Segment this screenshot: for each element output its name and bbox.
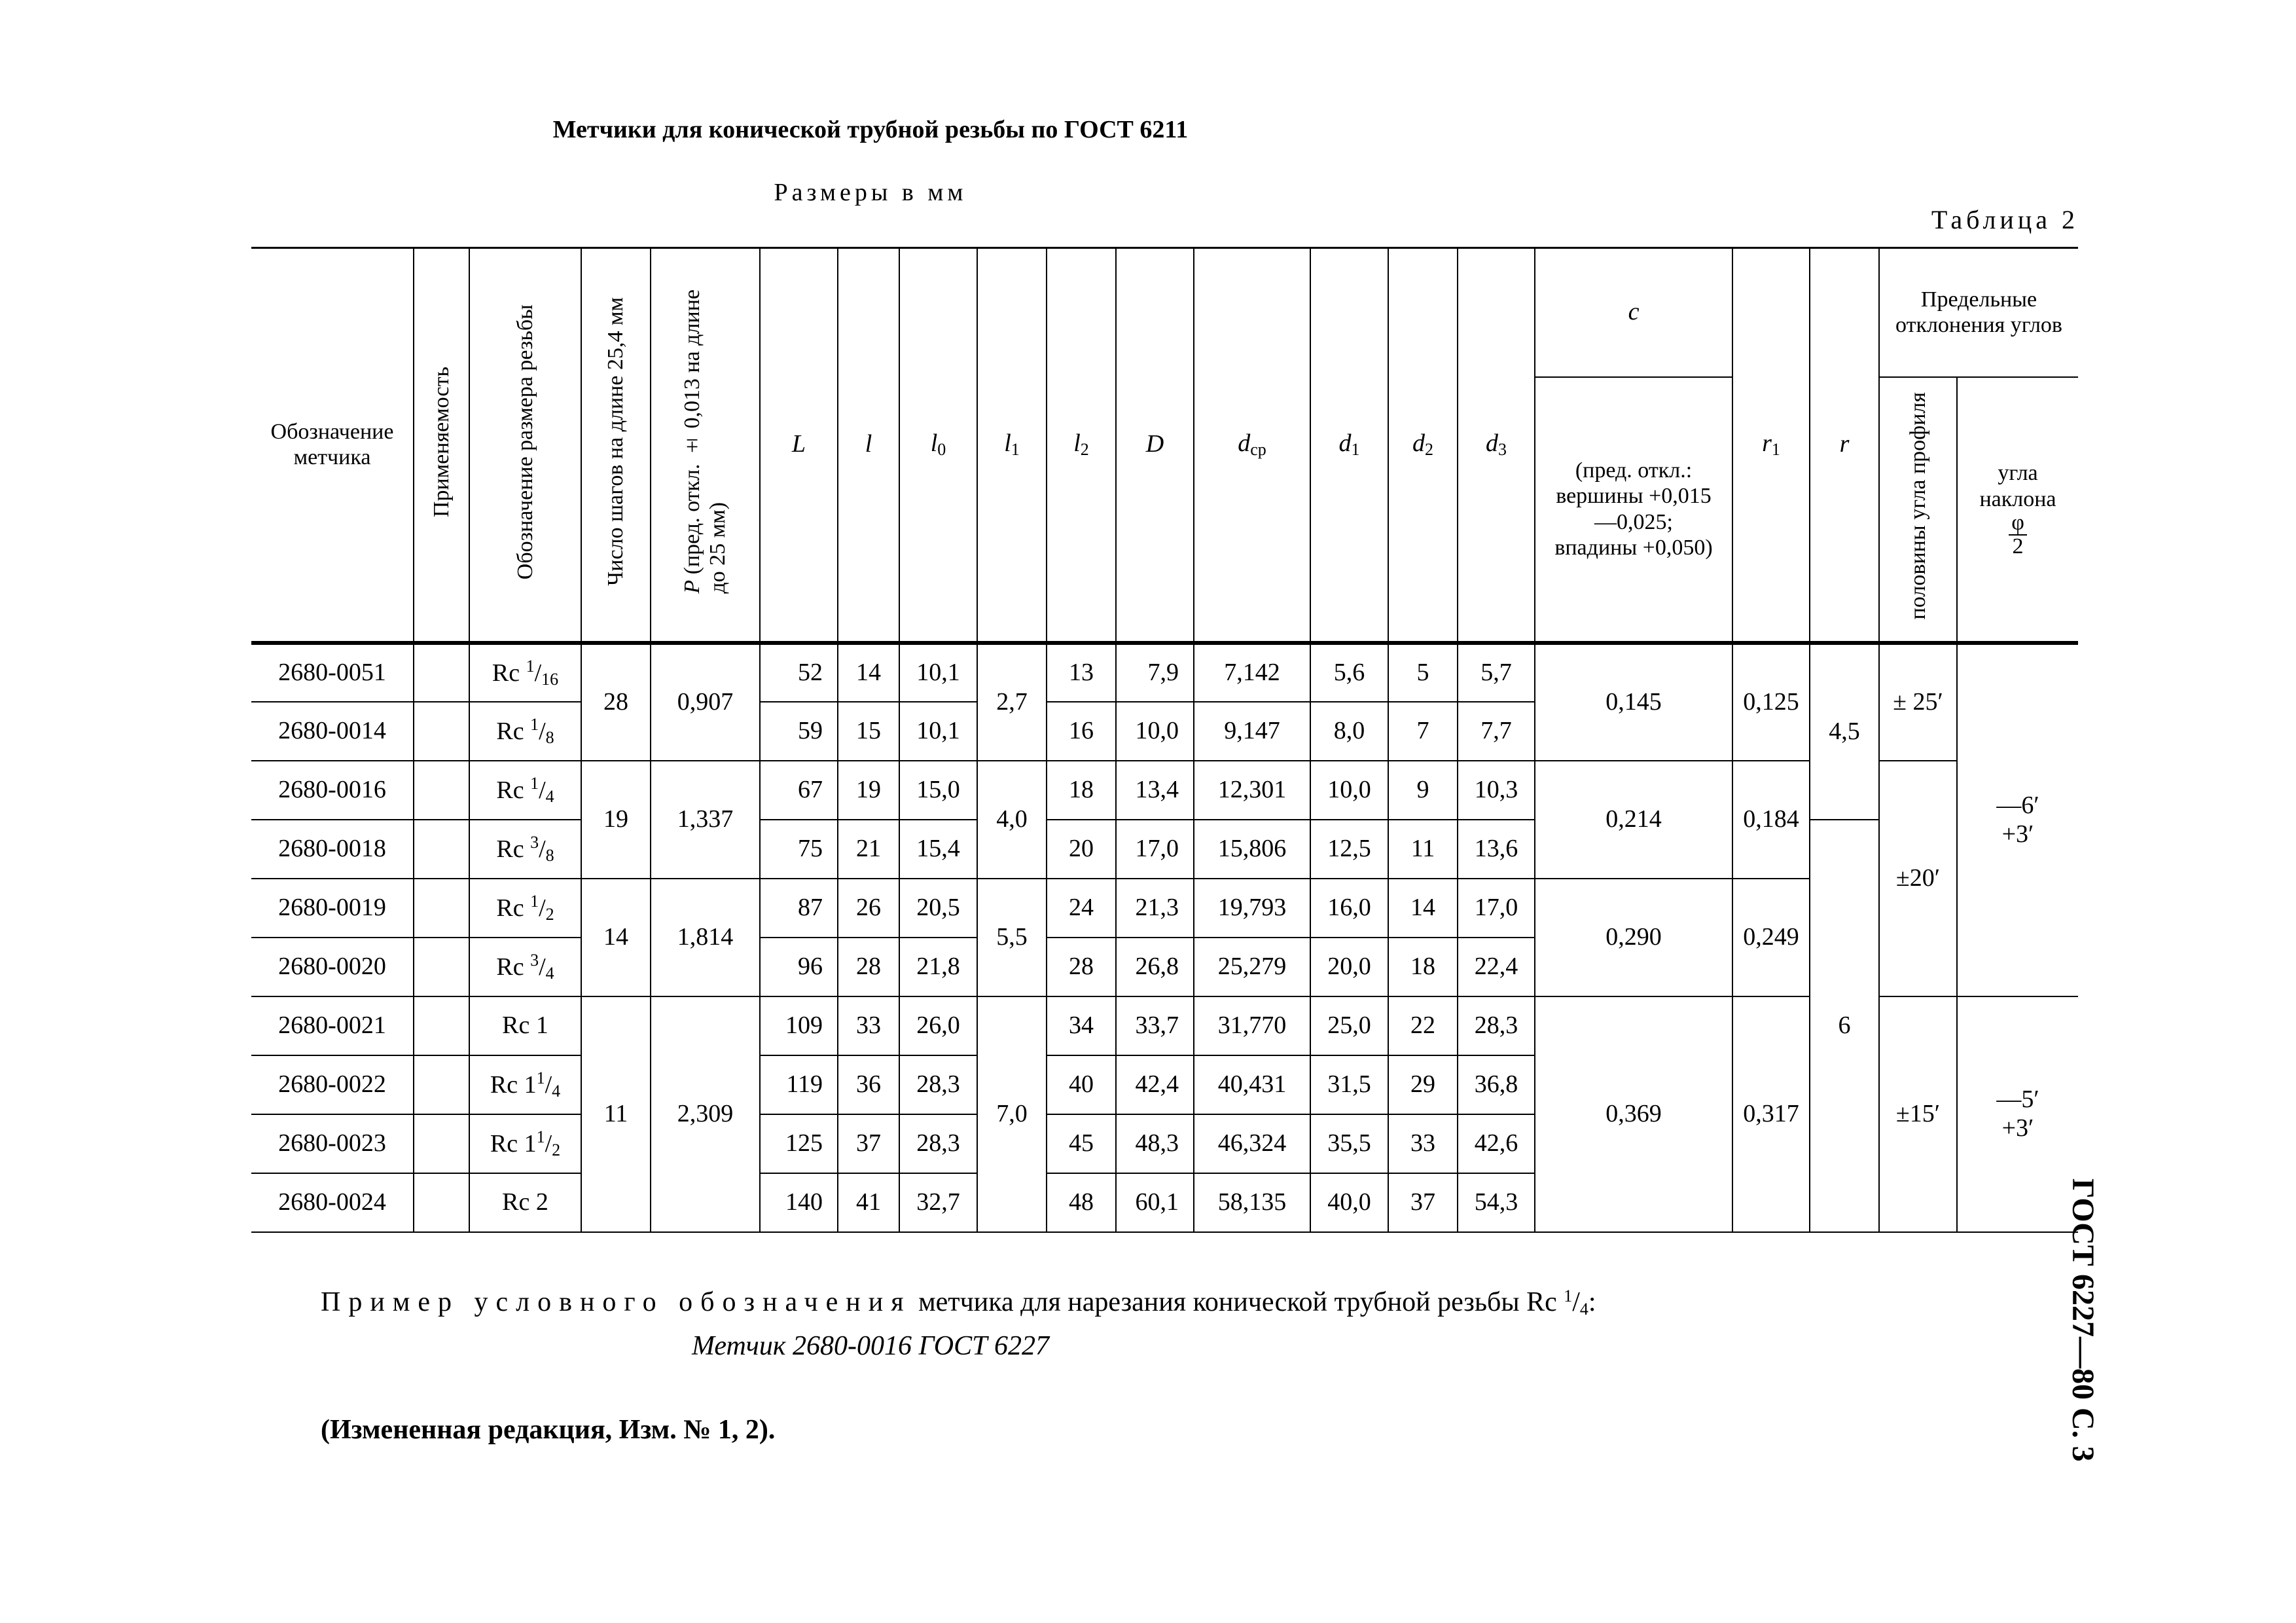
cell-l0: 20,5 bbox=[899, 879, 977, 938]
edition-note: (Измененная редакция, Изм. № 1, 2). bbox=[321, 1415, 776, 1445]
header-d3: $d_3$ bbox=[1458, 248, 1535, 643]
cell-d2: 9 bbox=[1388, 761, 1458, 820]
cell-l2: 18 bbox=[1047, 761, 1116, 820]
cell-d3: 10,3 bbox=[1458, 761, 1535, 820]
cell-D: 7,9 bbox=[1116, 643, 1194, 702]
cell-c: 0,214 bbox=[1535, 761, 1732, 879]
cell-d1: 12,5 bbox=[1310, 820, 1388, 879]
cell-L: 75 bbox=[760, 820, 838, 879]
cell-d2: 14 bbox=[1388, 879, 1458, 938]
header-c: c bbox=[1535, 248, 1732, 377]
cell-d1: 10,0 bbox=[1310, 761, 1388, 820]
cell-d3: 54,3 bbox=[1458, 1173, 1535, 1232]
cell-d3: 22,4 bbox=[1458, 938, 1535, 996]
cell-steps: 28 bbox=[581, 643, 651, 761]
cell-dcp: 19,793 bbox=[1194, 879, 1310, 938]
cell-l2: 40 bbox=[1047, 1055, 1116, 1114]
header-half-angle: половины угла профиля bbox=[1879, 377, 1957, 643]
cell-applicability bbox=[414, 879, 469, 938]
cell-designation: 2680-0022 bbox=[251, 1055, 414, 1114]
cell-L: 52 bbox=[760, 643, 838, 702]
cell-d2: 37 bbox=[1388, 1173, 1458, 1232]
cell-D: 13,4 bbox=[1116, 761, 1194, 820]
cell-thread-size: Rc $^3/_8$ bbox=[469, 820, 581, 879]
cell-designation: 2680-0051 bbox=[251, 643, 414, 702]
cell-D: 26,8 bbox=[1116, 938, 1194, 996]
cell-r1: 0,184 bbox=[1732, 761, 1810, 879]
header-D: D bbox=[1116, 248, 1194, 643]
cell-l: 15 bbox=[838, 702, 899, 761]
taps-table bbox=[251, 247, 2078, 1233]
cell-d2: 18 bbox=[1388, 938, 1458, 996]
cell-r: 6 bbox=[1810, 820, 1879, 1232]
cell-applicability bbox=[414, 996, 469, 1055]
cell-d2: 11 bbox=[1388, 820, 1458, 879]
cell-l2: 20 bbox=[1047, 820, 1116, 879]
header-l: l bbox=[838, 248, 899, 643]
cell-dcp: 25,279 bbox=[1194, 938, 1310, 996]
phi-denominator: 2 bbox=[2012, 534, 2024, 558]
cell-designation: 2680-0016 bbox=[251, 761, 414, 820]
cell-l0: 26,0 bbox=[899, 996, 977, 1055]
cell-l2: 28 bbox=[1047, 938, 1116, 996]
cell-applicability bbox=[414, 702, 469, 761]
cell-applicability bbox=[414, 938, 469, 996]
cell-steps: 11 bbox=[581, 996, 651, 1232]
cell-l: 21 bbox=[838, 820, 899, 879]
cell-L: 140 bbox=[760, 1173, 838, 1232]
cell-l: 33 bbox=[838, 996, 899, 1055]
cell-L: 125 bbox=[760, 1114, 838, 1173]
cell-applicability bbox=[414, 820, 469, 879]
cell-d1: 5,6 bbox=[1310, 643, 1388, 702]
cell-d1: 8,0 bbox=[1310, 702, 1388, 761]
phi-numerator: φ bbox=[2009, 512, 2027, 536]
cell-D: 48,3 bbox=[1116, 1114, 1194, 1173]
cell-thread-size: Rc $1^1/_4$ bbox=[469, 1055, 581, 1114]
cell-steps: 14 bbox=[581, 879, 651, 996]
table-row bbox=[251, 996, 2078, 1055]
cell-r: 4,5 bbox=[1810, 643, 1879, 820]
cell-l2: 16 bbox=[1047, 702, 1116, 761]
cell-thread-size: Rc $1^1/_2$ bbox=[469, 1114, 581, 1173]
table-row bbox=[251, 643, 2078, 702]
header-L: L bbox=[760, 248, 838, 643]
cell-half-angle: ± 25′ bbox=[1879, 643, 1957, 761]
header-d1: $d_1$ bbox=[1310, 248, 1388, 643]
cell-c: 0,369 bbox=[1535, 996, 1732, 1232]
cell-d2: 5 bbox=[1388, 643, 1458, 702]
cell-L: 67 bbox=[760, 761, 838, 820]
cell-pitch: 2,309 bbox=[651, 996, 760, 1232]
cell-L: 96 bbox=[760, 938, 838, 996]
pitch-symbol: P bbox=[680, 580, 705, 594]
cell-thread-size: Rc 2 bbox=[469, 1173, 581, 1232]
cell-d2: 22 bbox=[1388, 996, 1458, 1055]
cell-applicability bbox=[414, 1173, 469, 1232]
cell-d3: 13,6 bbox=[1458, 820, 1535, 879]
cell-dcp: 9,147 bbox=[1194, 702, 1310, 761]
cell-l2: 24 bbox=[1047, 879, 1116, 938]
header-dcp: $d_{ср}$ bbox=[1194, 248, 1310, 643]
cell-designation: 2680-0014 bbox=[251, 702, 414, 761]
cell-dcp: 12,301 bbox=[1194, 761, 1310, 820]
cell-r1: 0,249 bbox=[1732, 879, 1810, 996]
cell-pitch: 0,907 bbox=[651, 643, 760, 761]
cell-d1: 35,5 bbox=[1310, 1114, 1388, 1173]
cell-thread-size: Rc 1 bbox=[469, 996, 581, 1055]
header-c-tolerance: (пред. откл.: вершины +0,015 —0,025; впадины +0,050) bbox=[1535, 377, 1732, 643]
cell-dcp: 40,431 bbox=[1194, 1055, 1310, 1114]
cell-L: 59 bbox=[760, 702, 838, 761]
cell-d1: 31,5 bbox=[1310, 1055, 1388, 1114]
header-pitch: P (пред. откл. ± 0,013 на длине до 25 мм) bbox=[651, 248, 760, 643]
cell-pitch: 1,337 bbox=[651, 761, 760, 879]
side-page-label: ГОСТ 6227—80 С. 3 bbox=[2066, 1178, 2100, 1462]
cell-d1: 20,0 bbox=[1310, 938, 1388, 996]
cell-designation: 2680-0018 bbox=[251, 820, 414, 879]
cell-l0: 10,1 bbox=[899, 702, 977, 761]
cell-applicability bbox=[414, 1055, 469, 1114]
cell-designation: 2680-0023 bbox=[251, 1114, 414, 1173]
cell-half-angle: ±20′ bbox=[1879, 761, 1957, 996]
header-l1: $l_1$ bbox=[977, 248, 1047, 643]
cell-dcp: 15,806 bbox=[1194, 820, 1310, 879]
cell-d3: 5,7 bbox=[1458, 643, 1535, 702]
cell-dcp: 31,770 bbox=[1194, 996, 1310, 1055]
cell-D: 21,3 bbox=[1116, 879, 1194, 938]
table-row bbox=[251, 879, 2078, 938]
header-slope-angle: угла наклона $\frac{\varphi}{2}$ bbox=[1957, 377, 2078, 643]
cell-d3: 42,6 bbox=[1458, 1114, 1535, 1173]
cell-l: 26 bbox=[838, 879, 899, 938]
cell-D: 10,0 bbox=[1116, 702, 1194, 761]
header-d2: $d_2$ bbox=[1388, 248, 1458, 643]
cell-l: 41 bbox=[838, 1173, 899, 1232]
cell-l0: 21,8 bbox=[899, 938, 977, 996]
header-r1: $r_1$ bbox=[1732, 248, 1810, 643]
cell-l0: 10,1 bbox=[899, 643, 977, 702]
cell-thread-size: Rc $^1/_2$ bbox=[469, 879, 581, 938]
cell-l0: 28,3 bbox=[899, 1114, 977, 1173]
cell-D: 42,4 bbox=[1116, 1055, 1194, 1114]
header-designation: Обозначение метчика bbox=[251, 248, 414, 643]
cell-half-angle: ±15′ bbox=[1879, 996, 1957, 1232]
cell-dcp: 58,135 bbox=[1194, 1173, 1310, 1232]
cell-d1: 25,0 bbox=[1310, 996, 1388, 1055]
header-l2: $l_2$ bbox=[1047, 248, 1116, 643]
cell-L: 109 bbox=[760, 996, 838, 1055]
cell-l2: 13 bbox=[1047, 643, 1116, 702]
cell-c: 0,145 bbox=[1535, 643, 1732, 761]
cell-l1: 2,7 bbox=[977, 643, 1047, 761]
cell-l1: 5,5 bbox=[977, 879, 1047, 996]
table-row bbox=[251, 761, 2078, 820]
cell-designation: 2680-0021 bbox=[251, 996, 414, 1055]
header-applicability: Применяемость bbox=[414, 248, 469, 643]
cell-l0: 15,0 bbox=[899, 761, 977, 820]
cell-d3: 28,3 bbox=[1458, 996, 1535, 1055]
cell-D: 17,0 bbox=[1116, 820, 1194, 879]
cell-l0: 32,7 bbox=[899, 1173, 977, 1232]
cell-d2: 33 bbox=[1388, 1114, 1458, 1173]
cell-r1: 0,125 bbox=[1732, 643, 1810, 761]
cell-applicability bbox=[414, 1114, 469, 1173]
header-angle-limits: Предельные отклонения углов bbox=[1879, 248, 2078, 377]
cell-applicability bbox=[414, 643, 469, 702]
cell-l2: 34 bbox=[1047, 996, 1116, 1055]
header-steps: Число шагов на длине 25,4 мм bbox=[581, 248, 651, 643]
cell-d2: 29 bbox=[1388, 1055, 1458, 1114]
cell-l: 14 bbox=[838, 643, 899, 702]
cell-r1: 0,317 bbox=[1732, 996, 1810, 1232]
units-note: Размеры в мм bbox=[774, 179, 967, 206]
cell-l: 28 bbox=[838, 938, 899, 996]
cell-thread-size: Rc $^1/_4$ bbox=[469, 761, 581, 820]
cell-l0: 15,4 bbox=[899, 820, 977, 879]
header-l0: $l_0$ bbox=[899, 248, 977, 643]
cell-l: 37 bbox=[838, 1114, 899, 1173]
cell-l2: 45 bbox=[1047, 1114, 1116, 1173]
cell-l0: 28,3 bbox=[899, 1055, 977, 1114]
cell-slope-angle: —6′ +3′ bbox=[1957, 643, 2078, 996]
cell-dcp: 46,324 bbox=[1194, 1114, 1310, 1173]
example-designation: Метчик 2680-0016 ГОСТ 6227 bbox=[691, 1331, 1050, 1361]
cell-D: 60,1 bbox=[1116, 1173, 1194, 1232]
cell-d1: 40,0 bbox=[1310, 1173, 1388, 1232]
cell-applicability bbox=[414, 761, 469, 820]
cell-l: 36 bbox=[838, 1055, 899, 1114]
cell-steps: 19 bbox=[581, 761, 651, 879]
cell-l1: 4,0 bbox=[977, 761, 1047, 879]
cell-L: 119 bbox=[760, 1055, 838, 1114]
cell-d3: 17,0 bbox=[1458, 879, 1535, 938]
cell-thread-size: Rc $^1/_{16}$ bbox=[469, 643, 581, 702]
cell-slope-angle: —5′ +3′ bbox=[1957, 996, 2078, 1232]
cell-d2: 7 bbox=[1388, 702, 1458, 761]
cell-designation: 2680-0024 bbox=[251, 1173, 414, 1232]
cell-l2: 48 bbox=[1047, 1173, 1116, 1232]
header-r: r bbox=[1810, 248, 1879, 643]
table-label: Таблица 2 bbox=[1931, 205, 2079, 234]
cell-dcp: 7,142 bbox=[1194, 643, 1310, 702]
cell-d1: 16,0 bbox=[1310, 879, 1388, 938]
example-line: Пример условного обозначения метчика для нарезания конической трубной резьбы Rc $^1/_4$: bbox=[321, 1286, 1596, 1319]
cell-thread-size: Rc $^3/_4$ bbox=[469, 938, 581, 996]
header-thread-size: Обозначение размера резьбы bbox=[469, 248, 581, 643]
cell-L: 87 bbox=[760, 879, 838, 938]
page-title: Метчики для конической трубной резьбы по ГОСТ 6211 bbox=[552, 116, 1189, 143]
cell-c: 0,290 bbox=[1535, 879, 1732, 996]
cell-designation: 2680-0020 bbox=[251, 938, 414, 996]
cell-pitch: 1,814 bbox=[651, 879, 760, 996]
cell-thread-size: Rc $^1/_8$ bbox=[469, 702, 581, 761]
cell-l1: 7,0 bbox=[977, 996, 1047, 1232]
cell-d3: 36,8 bbox=[1458, 1055, 1535, 1114]
cell-D: 33,7 bbox=[1116, 996, 1194, 1055]
cell-d3: 7,7 bbox=[1458, 702, 1535, 761]
cell-l: 19 bbox=[838, 761, 899, 820]
cell-designation: 2680-0019 bbox=[251, 879, 414, 938]
